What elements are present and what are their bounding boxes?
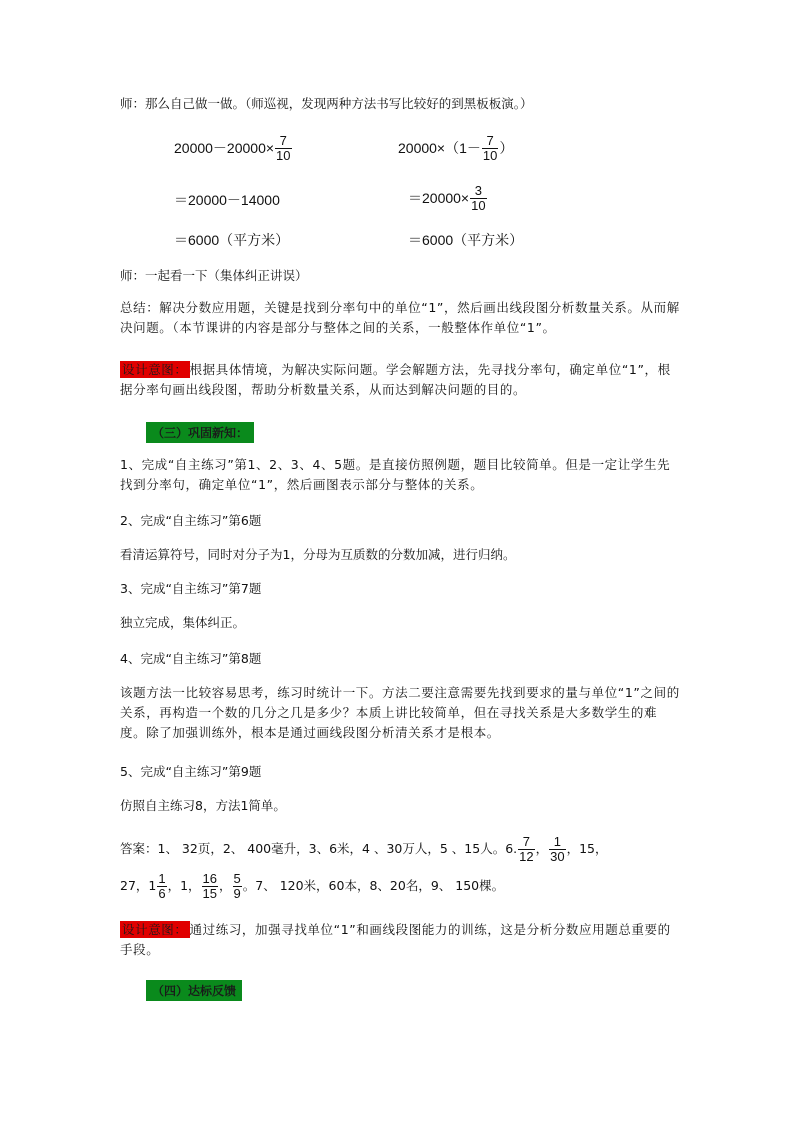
method2-step1 — [398, 130, 513, 166]
answers-text: ，1， — [167, 878, 201, 893]
answers-text: 。7、 120米，60本，8、20名，9、 150棵。 — [242, 878, 505, 893]
exercise-4-note: 该题方法一比较容易思考，练习时统计一下。方法二要注意需要先找到要求的量与单位“1”之间的关系，再构造一个数的几分之几是多少？本质上讲比较简单，但在寻找关系是大多数学生的难度。除了加强训练外，根本是通过画线段图分析清关系才是根本。 — [120, 685, 680, 740]
design-intent-tag: 设计意图： — [122, 922, 188, 937]
design-intent-text: 通过练习，加强寻找单位“1”和画线段图能力的训练，这是分析分数应用题总重要的手段。 — [120, 922, 671, 957]
method2-step2 — [408, 180, 488, 216]
fraction-numerator: 7 — [486, 132, 494, 148]
fraction — [518, 835, 534, 864]
exercise-1: 1、完成“自主练习”第1、2、3、4、5题。是直接仿照例题，题目比较简单。但是一定让学生先找到分率句，确定单位“1”，然后画图表示部分与整体的关系。 — [120, 457, 671, 492]
answers-comma: ， — [535, 841, 549, 856]
design-intent-text: 根据具体情境，为解决实际问题。学会解题方法，先寻找分率句，确定单位“1”，根据分率句画出线段图，帮助分析数量关系，从而达到解决问题的目的。 — [120, 362, 671, 397]
fraction — [549, 835, 565, 864]
design-intent-paragraph-2 — [120, 920, 680, 960]
method1-step3: ＝6000（平方米） — [174, 232, 290, 248]
fraction-denominator: 12 — [519, 848, 534, 864]
exercise-2-note: 看清运算符号，同时对分子为1，分母为互质数的分数加减，进行归纳。 — [120, 547, 516, 562]
fraction — [470, 184, 486, 213]
fraction-denominator: 10 — [482, 147, 498, 163]
fraction-numerator: 1 — [553, 833, 561, 849]
fraction-denominator: 9 — [233, 885, 241, 901]
section-heading-4: （四）达标反馈 — [146, 980, 242, 1001]
fraction-numerator: 3 — [474, 182, 482, 198]
fraction-numerator: 7 — [279, 132, 287, 148]
fraction — [202, 872, 218, 901]
fraction-numerator: 7 — [522, 833, 530, 849]
fraction-denominator: 30 — [550, 848, 565, 864]
design-intent-paragraph-1 — [120, 360, 680, 400]
exercise-3-note: 独立完成，集体纠正。 — [120, 615, 246, 630]
fraction-denominator: 6 — [158, 885, 166, 901]
method1-step2: ＝20000－14000 — [174, 192, 280, 208]
fraction-denominator: 10 — [276, 147, 291, 163]
method2-step1-close: ） — [499, 140, 514, 156]
answers-line-1 — [120, 830, 680, 868]
answers-comma: ， — [219, 878, 232, 893]
exercise-5: 5、完成“自主练习”第9题 — [120, 764, 262, 779]
answers-text: ，15， — [566, 841, 608, 856]
exercise-3: 3、完成“自主练习”第7题 — [120, 581, 262, 596]
method1-step1-text: 20000－20000× — [174, 140, 275, 156]
method2-step2-text: ＝20000× — [408, 190, 470, 206]
exercise-5-note: 仿照自主练习8，方法1简单。 — [120, 798, 286, 813]
fraction-denominator: 15 — [202, 885, 218, 901]
check-line: 师：一起看一下（集体纠正讲误） — [120, 268, 308, 283]
method2-step1-text: 20000×（1－ — [398, 140, 481, 156]
design-intent-tag: 设计意图： — [122, 362, 188, 377]
section-heading-3: （三）巩固新知： — [146, 422, 254, 443]
fraction-numerator: 5 — [233, 870, 241, 886]
exercise-2: 2、完成“自主练习”第6题 — [120, 513, 262, 528]
fraction — [482, 134, 498, 163]
answers-line-2 — [120, 866, 680, 906]
intro-line: 师：那么自己做一做。（师巡视，发现两种方法书写比较好的到黑板板演。） — [120, 96, 533, 111]
method1-step1 — [174, 130, 293, 166]
fraction-numerator: 16 — [202, 870, 218, 886]
fraction — [275, 134, 291, 163]
summary-paragraph: 总结：解决分数应用题，关键是找到分率句中的单位“1”，然后画出线段图分析数量关系。从而解决问题。（本节课讲的内容是部分与整体之间的关系，一般整体作单位“1”。 — [120, 300, 680, 335]
fraction — [157, 872, 166, 901]
fraction-denominator: 10 — [471, 197, 486, 213]
fraction — [233, 872, 242, 901]
method2-step3: ＝6000（平方米） — [408, 232, 524, 248]
fraction-numerator: 1 — [158, 870, 166, 886]
answers-text: 27，1 — [120, 878, 157, 893]
answers-text: 答案：1、 32页，2、 400毫升，3、6米，4 、30万人，5 、15人。6. — [120, 841, 518, 856]
exercise-4: 4、完成“自主练习”第8题 — [120, 651, 262, 666]
